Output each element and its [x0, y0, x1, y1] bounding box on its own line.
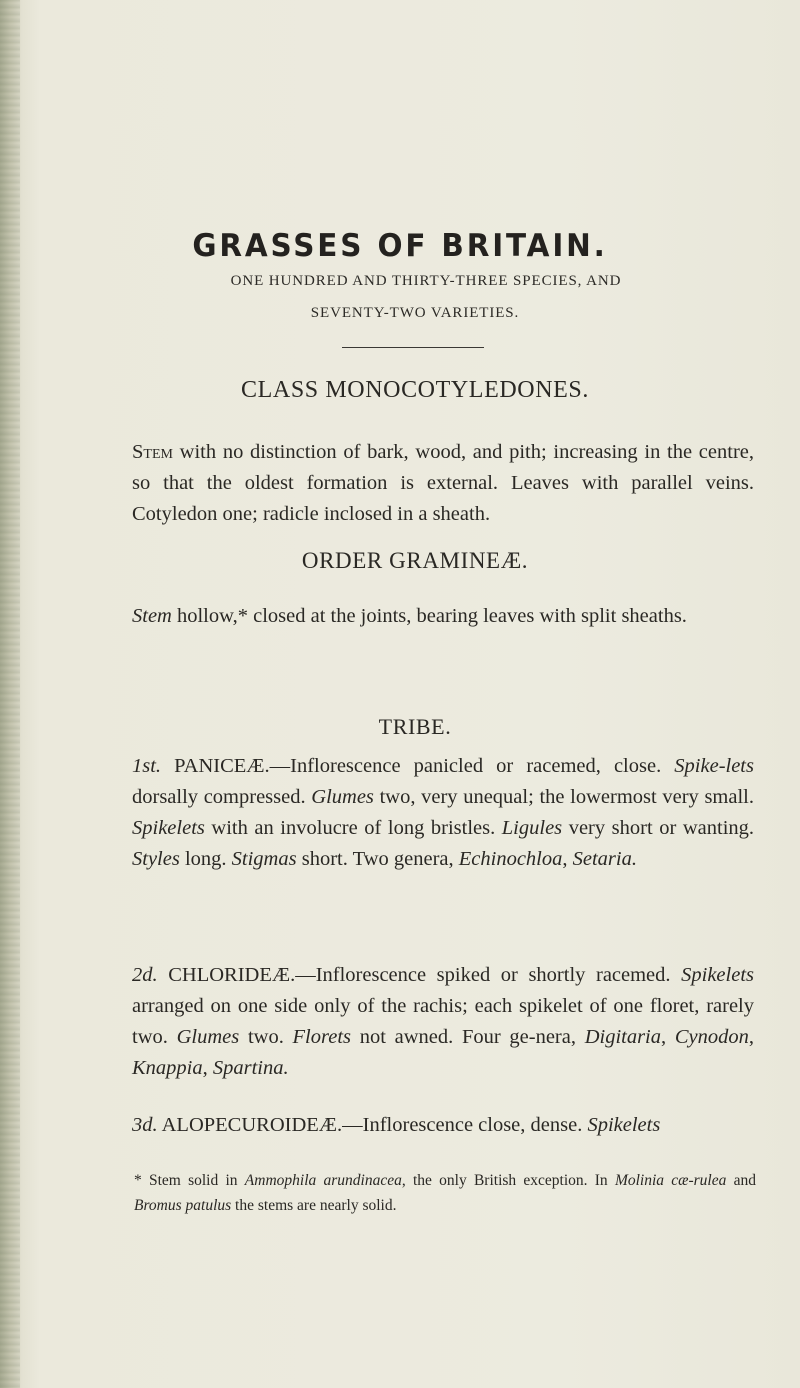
text-segment: —Inflorescence panicled or racemed, close. [269, 755, 675, 777]
text-segment: Spartina. [212, 1057, 289, 1079]
text-segment: * Stem solid in [134, 1172, 245, 1189]
text-segment: Spikelets [587, 1114, 661, 1136]
page-title: GRASSES OF BRITAIN. [192, 228, 608, 264]
text-segment: Setaria. [572, 848, 637, 870]
tribe-ordinal: 2d. [132, 964, 158, 986]
text-segment: two, very unequal; the lowermost very small. [373, 786, 754, 808]
tribe-alopecuroideae [112, 1110, 754, 1141]
text-segment: Ammophila arundinacea [244, 1172, 402, 1189]
text-segment: Bromus patulus [134, 1197, 232, 1214]
text-segment: Stigmas [231, 848, 297, 870]
page-edge-shadow [0, 0, 20, 1388]
text-segment: Spikelets [132, 817, 205, 839]
text-segment: Digitaria [584, 1026, 662, 1048]
text-segment: Spikelets [681, 964, 754, 986]
text-segment: Knappia [132, 1057, 203, 1079]
text-segment: Spike-lets [674, 755, 754, 777]
order-lead-word: Stem [132, 605, 172, 627]
text-segment: dorsally compressed. [132, 786, 312, 808]
text-segment: , [562, 848, 573, 870]
text-segment: very short or wanting. [562, 817, 755, 839]
tribe-ordinal: 3d. [132, 1114, 158, 1136]
class-description [112, 437, 754, 530]
text-segment: , [748, 1026, 755, 1048]
text-segment: with an involucre of long bristles. [204, 817, 502, 839]
tribe-name: ALOPECUROIDEÆ. [157, 1114, 343, 1136]
text-segment: , the only British exception. In [401, 1172, 615, 1189]
text-segment: Echinochloa [458, 848, 563, 870]
text-segment: Florets [292, 1026, 351, 1048]
text-segment: not awned. Four ge-nera, [351, 1026, 585, 1048]
tribe-name: CHLORIDEÆ. [157, 964, 296, 986]
class-heading: CLASS MONOCOTYLEDONES. [241, 377, 589, 403]
text-segment: the stems are nearly solid. [231, 1197, 397, 1214]
tribe-chlorideae [112, 960, 754, 1084]
order-description [112, 601, 754, 632]
tribe-heading: TRIBE. [378, 714, 452, 739]
text-segment: two. [239, 1026, 293, 1048]
text-segment: arranged on one side only of the rachis; each spikelet of one floret, rarely two. [132, 995, 754, 1048]
text-segment: short. Two genera, [296, 848, 459, 870]
class-lead-word: Stem [132, 441, 173, 463]
order-heading: ORDER GRAMINEÆ. [301, 548, 529, 573]
divider-rule [342, 347, 484, 348]
text-segment: , [202, 1057, 213, 1079]
tribe-ordinal: 1st. [132, 755, 162, 777]
text-segment: , [661, 1026, 675, 1048]
tribe-body [342, 1114, 660, 1136]
text-segment: Cynodon [674, 1026, 749, 1048]
text-segment: Glumes [311, 786, 374, 808]
text-segment: Styles [132, 848, 180, 870]
text-segment: long. [179, 848, 232, 870]
text-segment: Ligules [501, 817, 563, 839]
subtitle-line-1: ONE HUNDRED AND THIRTY-THREE SPECIES, AND [230, 273, 622, 289]
tribe-paniceae [112, 751, 754, 875]
order-text: hollow,* closed at the joints, bearing leaves with split sheaths. [171, 605, 687, 627]
text-segment: Glumes [176, 1026, 240, 1048]
text-segment: —Inflorescence close, dense. [342, 1114, 588, 1136]
class-text: with no distinction of bark, wood, and pith; increasing in the centre, so that the oldest formation is external. Leaves with parallel veins. Cotyledon one; radicle inclosed in a sheath. [132, 441, 754, 525]
text-segment: —Inflorescence spiked or shortly racemed. [295, 964, 682, 986]
text-segment: Molinia cæ-rulea [614, 1172, 727, 1189]
footnote [114, 1168, 756, 1218]
tribe-name: PANICEÆ. [161, 755, 270, 777]
subtitle-line-2: SEVENTY-TWO VARIETIES. [310, 305, 520, 321]
text-segment: and [726, 1172, 756, 1189]
